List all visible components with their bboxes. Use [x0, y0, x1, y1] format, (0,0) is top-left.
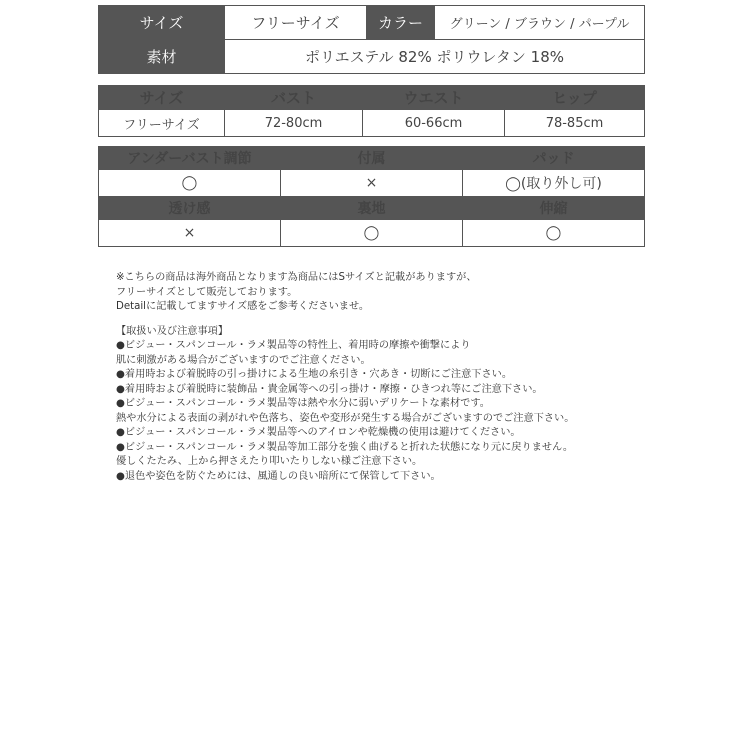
size-value: フリーサイズ: [225, 6, 367, 40]
care-heading: 【取扱い及び注意事項】: [116, 325, 229, 337]
care-line: ●ビジュー・スパンコール・ラメ製品等は熱や水分に弱いデリケートな素材です。: [116, 398, 490, 409]
size-cell-bust: 72-80cm: [225, 110, 363, 137]
care-line: 熱や水分による表面の剥がれや色落ち、姿色や変形が発生する場合がございますのでご注意下さい。: [116, 412, 575, 424]
feature-header-underbust: アンダーバスト調節: [99, 147, 281, 170]
feature-row-1: [99, 170, 645, 197]
feature-cell-accessory: ×: [281, 170, 463, 197]
size-table-header: [99, 86, 645, 110]
spec-table: [98, 5, 645, 74]
care-line: ●退色や姿色を防ぐためには、風通しの良い暗所にて保管して下さい。: [116, 470, 441, 482]
size-cell-size: フリーサイズ: [99, 110, 225, 137]
size-table: [98, 85, 645, 137]
size-header-bust: バスト: [225, 86, 363, 110]
feature-table: [98, 146, 645, 247]
care-line: ●ビジュー・スパンコール・ラメ製品等加工部分を強く曲げると折れた状態になり元に戻りません。: [116, 441, 574, 453]
feature-cell-pad: ◯(取り外し可): [463, 170, 645, 197]
size-header-waist: ウエスト: [363, 86, 505, 110]
size-header-size: サイズ: [99, 86, 225, 110]
material-label: 素材: [99, 40, 225, 74]
feature-cell-stretch: ◯: [463, 220, 645, 247]
feature-cell-underbust: ◯: [99, 170, 281, 197]
care-line: ●ビジュー・スパンコール・ラメ製品等の特性上、着用時の摩擦や衝撃により: [116, 340, 471, 351]
feature-row-2: [99, 220, 645, 247]
color-label: カラー: [367, 6, 435, 40]
color-value: グリーン / ブラウン / パープル: [435, 6, 645, 40]
feature-header-2: [99, 197, 645, 220]
care-line: ●ビジュー・スパンコール・ラメ製品等へのアイロンや乾燥機の使用は避けてください。: [116, 427, 521, 438]
feature-header-accessory: 付属: [281, 147, 463, 170]
care-line: 優しくたたみ、上から押さえたり叩いたりしない様ご注意下さい。: [116, 456, 423, 467]
feature-cell-lining: ◯: [281, 220, 463, 247]
feature-header-pad: パッド: [463, 147, 645, 170]
intro-line: Detailに記載してますサイズ感をご参考くださいませ。: [116, 301, 370, 312]
size-cell-waist: 60-66cm: [363, 110, 505, 137]
spec-row-material: [99, 40, 645, 74]
feature-header-lining: 裏地: [281, 197, 463, 220]
notes-block: [116, 271, 736, 484]
size-cell-hip: 78-85cm: [505, 110, 645, 137]
care-line: ●着用時および着脱時に装飾品・貴金属等への引っ掛け・摩擦・ひきつれ等にご注意下さい。: [116, 383, 543, 395]
feature-header-stretch: 伸縮: [463, 197, 645, 220]
intro-line: ※こちらの商品は海外商品となります為商品にはSサイズと記載がありますが、: [116, 272, 477, 283]
material-value: ポリエステル 82% ポリウレタン 18%: [225, 40, 645, 74]
care-line: ●着用時および着脱時の引っ掛けによる生地の糸引き・穴あき・切断にご注意下さい。: [116, 369, 513, 380]
feature-cell-sheer: ×: [99, 220, 281, 247]
size-table-row: [99, 110, 645, 137]
intro-line: フリーサイズとして販売しております。: [116, 286, 298, 298]
spec-row-size: [99, 6, 645, 40]
feature-header-1: [99, 147, 645, 170]
size-header-hip: ヒップ: [505, 86, 645, 110]
feature-header-sheer: 透け感: [99, 197, 281, 220]
size-label: サイズ: [99, 6, 225, 40]
care-line: 肌に刺激がある場合がございますのでご注意ください。: [116, 354, 371, 366]
